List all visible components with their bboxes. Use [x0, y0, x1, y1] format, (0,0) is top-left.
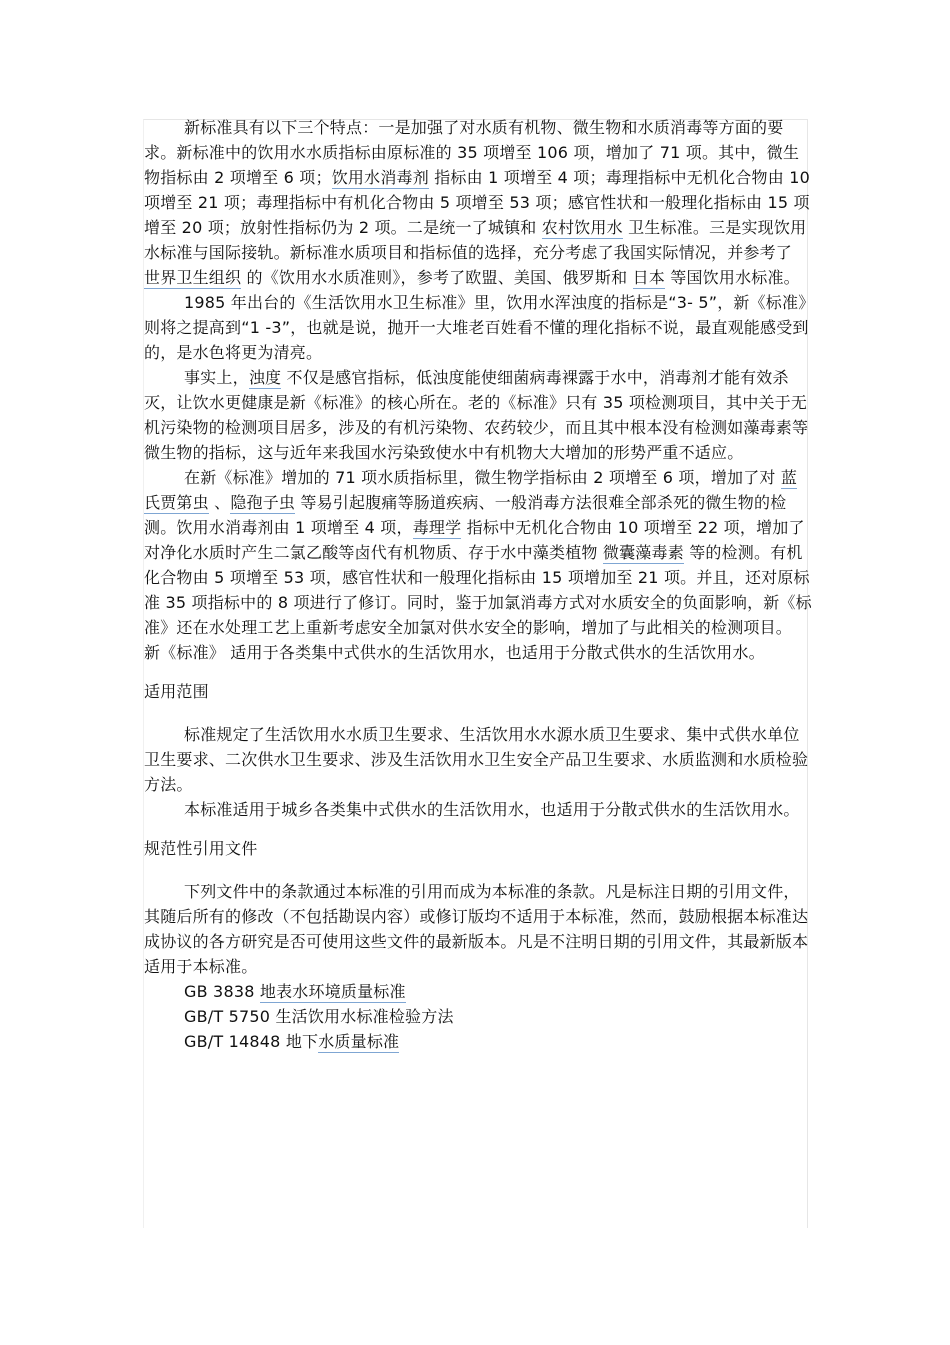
- heading-scope: 适用范围: [144, 682, 209, 701]
- paragraph-turbidity-fact: [144, 365, 812, 465]
- text-run: 等的检测。有机化合物由 5 项增至 53 项，感官性状和一般理化指标由 15 项增加至 21 项。并且，还对原标准 35 项指标中的 8 项进行了修订。同时，鉴于加氯消毒方式对水质安全的负面影响，新《标准》还在水处理工艺上重新考虑安全加氯对供水安全的影响，增加了与此相关的检测项目。 新《标准》 适用于各类集中式供水的生活饮用水，也适用于分散式供水的生活饮用水。: [144, 543, 812, 662]
- text-run: 指标由 1 项增至 4 项；毒理指标中无机化合物由 10 项增至 21 项；毒理指标中有机化合物由 5 项增至 53 项；感官性状和一般理化指标由 15 项增至 20 项；放射性指标仍为 2 项。二是统一了城镇和: [144, 168, 810, 237]
- link-microcystin[interactable]: 微囊藻毒素: [602, 543, 684, 562]
- paragraph-new-indicators: [144, 465, 812, 665]
- text-run: 新标准具有以下三个特点：一是加强了对水质有机物、微生物和水质消毒等方面的要求。新标准中的饮用水水质指标由原标准的 35 项增至 106 项，增加了 71 项。其中，微生物指标由 2 项增至 6 项；: [144, 118, 800, 187]
- text-run: 等国饮用水标准。: [664, 268, 800, 287]
- text-run: 在新《标准》增加的 71 项水质指标里，微生物学指标由 2 项增至 6 项，增加了对: [184, 468, 781, 487]
- reference-code: GB/T 14848: [184, 1032, 281, 1051]
- link-surface-water-standard[interactable]: 地表水环境质量标准: [259, 982, 406, 1001]
- link-groundwater-standard[interactable]: 水质量标准: [318, 1032, 400, 1051]
- paragraph-references: 下列文件中的条款通过本标准的引用而成为本标准的条款。凡是标注日期的引用文件，其随后所有的修改（不包括勘误内容）或修订版均不适用于本标准，然而，鼓励根据本标准达成协议的各方研究是否可使用这些文件的最新版本。凡是不注明日期的引用文件，其最新版本适用于本标准。: [144, 882, 809, 976]
- link-turbidity[interactable]: 浊度: [248, 368, 282, 387]
- link-cryptosporidium[interactable]: 隐孢子虫: [230, 493, 296, 512]
- text-run: 卫生标准。三是实现饮用水标准与国际接轨。新标准水质项目和指标值的选择，充分考虑了我国实际情况，并参考了: [144, 218, 807, 262]
- heading-references: 规范性引用文件: [144, 839, 258, 858]
- link-disinfectant[interactable]: 饮用水消毒剂: [331, 168, 429, 187]
- paragraph-scope-1: 标准规定了生活饮用水水质卫生要求、生活饮用水水源水质卫生要求、集中式供水单位卫生要求、二次供水卫生要求、涉及生活饮用水卫生安全产品卫生要求、水质监测和水质检验方法。: [144, 725, 809, 794]
- reference-code: GB 3838: [184, 982, 255, 1001]
- link-giardia[interactable]: 蓝氏贾第虫: [144, 468, 798, 512]
- link-rural-water[interactable]: 农村饮用水: [541, 218, 623, 237]
- text-run: 指标中无机化合物由 10 项增至 22 项，增加了对净化水质时产生二氯乙酸等卤代有机物质、存于水中藻类植物: [144, 518, 805, 562]
- paragraph-scope-2: 本标准适用于城乡各类集中式供水的生活饮用水，也适用于分散式供水的生活饮用水。: [184, 800, 800, 819]
- text-run: 等易引起腹痛等肠道疾病、一般消毒方法很难全部杀死的微生物的检测。饮用水消毒剂由 1 项增至 4 项，: [144, 493, 787, 537]
- link-japan[interactable]: 日本: [632, 268, 665, 287]
- link-who[interactable]: 世界卫生组织: [144, 268, 242, 287]
- reference-code: GB/T 5750: [184, 1007, 271, 1026]
- reference-prefix: 地下: [285, 1032, 319, 1051]
- paragraph-features: [144, 115, 812, 290]
- text-run: 、: [208, 493, 231, 512]
- reference-title: 生活饮用水标准检验方法: [275, 1007, 454, 1026]
- text-run: 的《饮用水水质准则》，参考了欧盟、美国、俄罗斯和: [241, 268, 633, 287]
- link-toxicology[interactable]: 毒理学: [412, 518, 462, 537]
- text-run: 事实上，: [184, 368, 249, 387]
- reference-item: [144, 1029, 812, 1054]
- document-body: [144, 115, 812, 1054]
- reference-item: [144, 1004, 812, 1029]
- paragraph-turbidity-1985: 1985 年出台的《生活饮用水卫生标准》里，饮用水浑浊度的指标是“3- 5”，新《标准》则将之提高到“1 -3”，也就是说，抛开一大堆老百姓看不懂的理化指标不说，最直观能感受到的，是水色将更为清亮。: [144, 293, 809, 362]
- text-run: 不仅是感官指标，低浊度能使细菌病毒裸露于水中，消毒剂才能有效杀灭，让饮水更健康是新《标准》的核心所在。老的《标准》只有 35 项检测项目，其中关于无机污染物的检测项目居多，涉及的有机污染物、农药较少，而且其中根本没有检测如藻毒素等微生物的指标，这与近年来我国水污染致使水中有机物大大增加的形势严重不适应。: [144, 368, 809, 462]
- reference-item: [144, 979, 812, 1004]
